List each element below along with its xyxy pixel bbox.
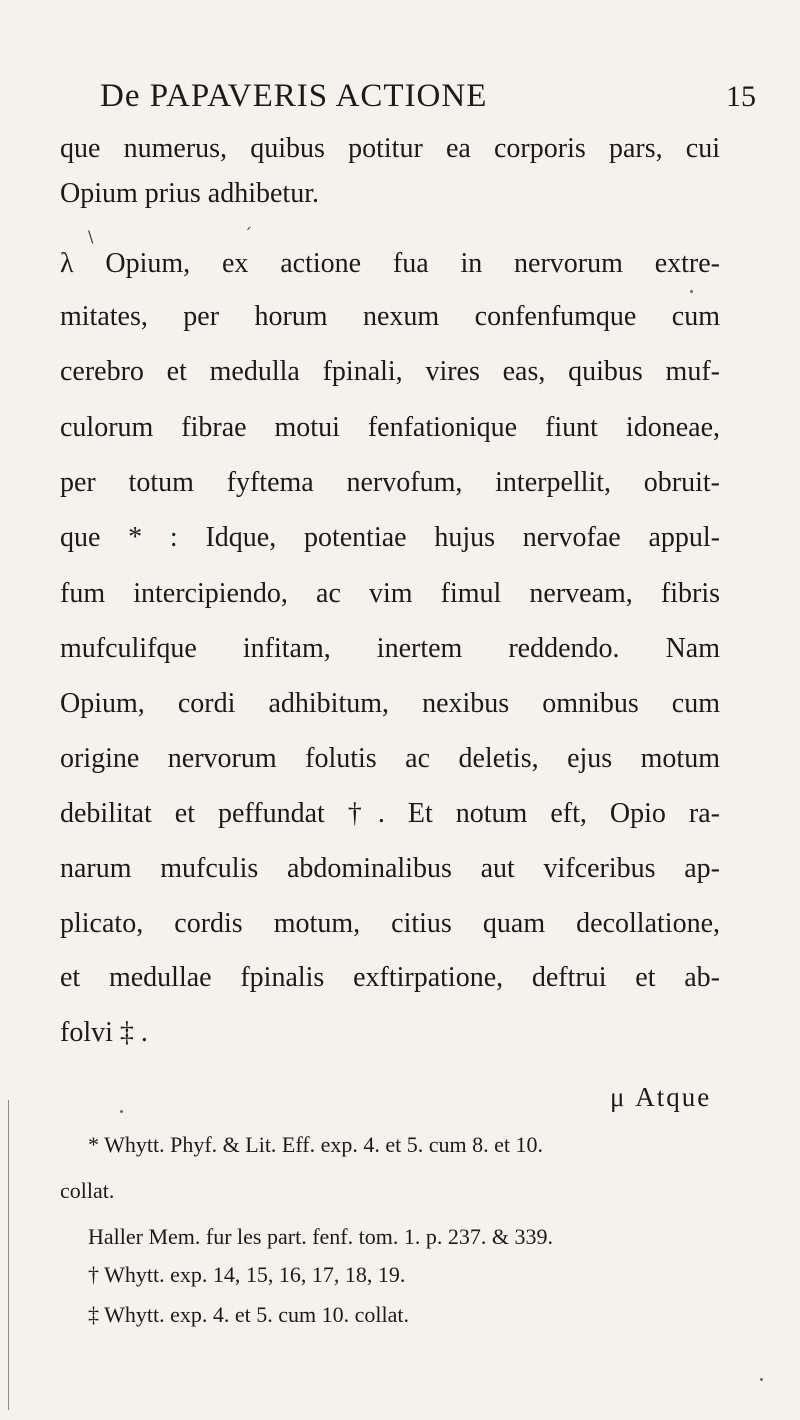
body-line-4: mitates, per horum nexum confenfumque cum xyxy=(60,301,720,332)
footnote-2: Haller Mem. fur les part. fenf. tom. 1. p. 237. & 339. xyxy=(88,1224,553,1249)
scan-speck xyxy=(120,1110,123,1113)
scan-speck xyxy=(760,1378,763,1381)
footnote-1-continued: collat. xyxy=(60,1178,115,1203)
body-line-12: origine nervorum folutis ac deletis, ejus motum xyxy=(60,743,720,774)
body-line-13: debilitat et peffundat †. Et notum eft, Opio ra- xyxy=(60,798,720,829)
footnote-4: ‡ Whytt. exp. 4. et 5. cum 10. collat. xyxy=(88,1302,409,1327)
body-line-11: Opium, cordi adhibitum, nexibus omnibus cum xyxy=(60,688,720,719)
margin-mark-accent: ´ xyxy=(244,225,252,244)
body-line-8: que * : Idque, potentiae hujus nervofae appul- xyxy=(60,522,720,553)
footnote-1: * Whytt. Phyf. & Lit. Eff. exp. 4. et 5. cum 8. et 10. xyxy=(88,1132,544,1157)
margin-mark-left: \ xyxy=(88,227,94,246)
body-line-6: culorum fibrae motui fenfationique fiunt idoneae, xyxy=(60,412,720,443)
body-line-3: λ Opium, ex actione fua in nervorum extre- xyxy=(60,248,720,279)
body-line-15: plicato, cordis motum, citius quam decollatione, xyxy=(60,908,720,939)
body-line-10: mufculifque infitam, inertem reddendo. Nam xyxy=(60,633,720,664)
page-number: 15 xyxy=(726,80,756,113)
body-line-7: per totum fyftema nervofum, interpellit, obruit- xyxy=(60,467,720,498)
body-line-17: folvi ‡ . xyxy=(60,1017,148,1048)
body-line-1: que numerus, quibus potitur ea corporis pars, cui xyxy=(60,133,720,164)
body-line-9: fum intercipiendo, ac vim fimul nerveam, fibris xyxy=(60,578,720,609)
running-head xyxy=(100,78,487,115)
body-line-14: narum mufculis abdominalibus aut vifceribus ap- xyxy=(60,853,720,884)
body-line-2: Opium prius adhibetur. xyxy=(60,178,319,209)
running-head-title: PAPAVERIS ACTIONE xyxy=(149,78,488,114)
scan-edge-line xyxy=(8,1100,9,1410)
running-head-prefix: De xyxy=(100,78,141,114)
footnote-3: † Whytt. exp. 14, 15, 16, 17, 18, 19. xyxy=(88,1262,406,1287)
catchword: μ Atque xyxy=(610,1082,712,1112)
scan-speck xyxy=(690,290,693,293)
body-line-5: cerebro et medulla fpinali, vires eas, quibus muf- xyxy=(60,356,720,387)
body-line-16: et medullae fpinalis exftirpatione, deftrui et ab- xyxy=(60,962,720,993)
